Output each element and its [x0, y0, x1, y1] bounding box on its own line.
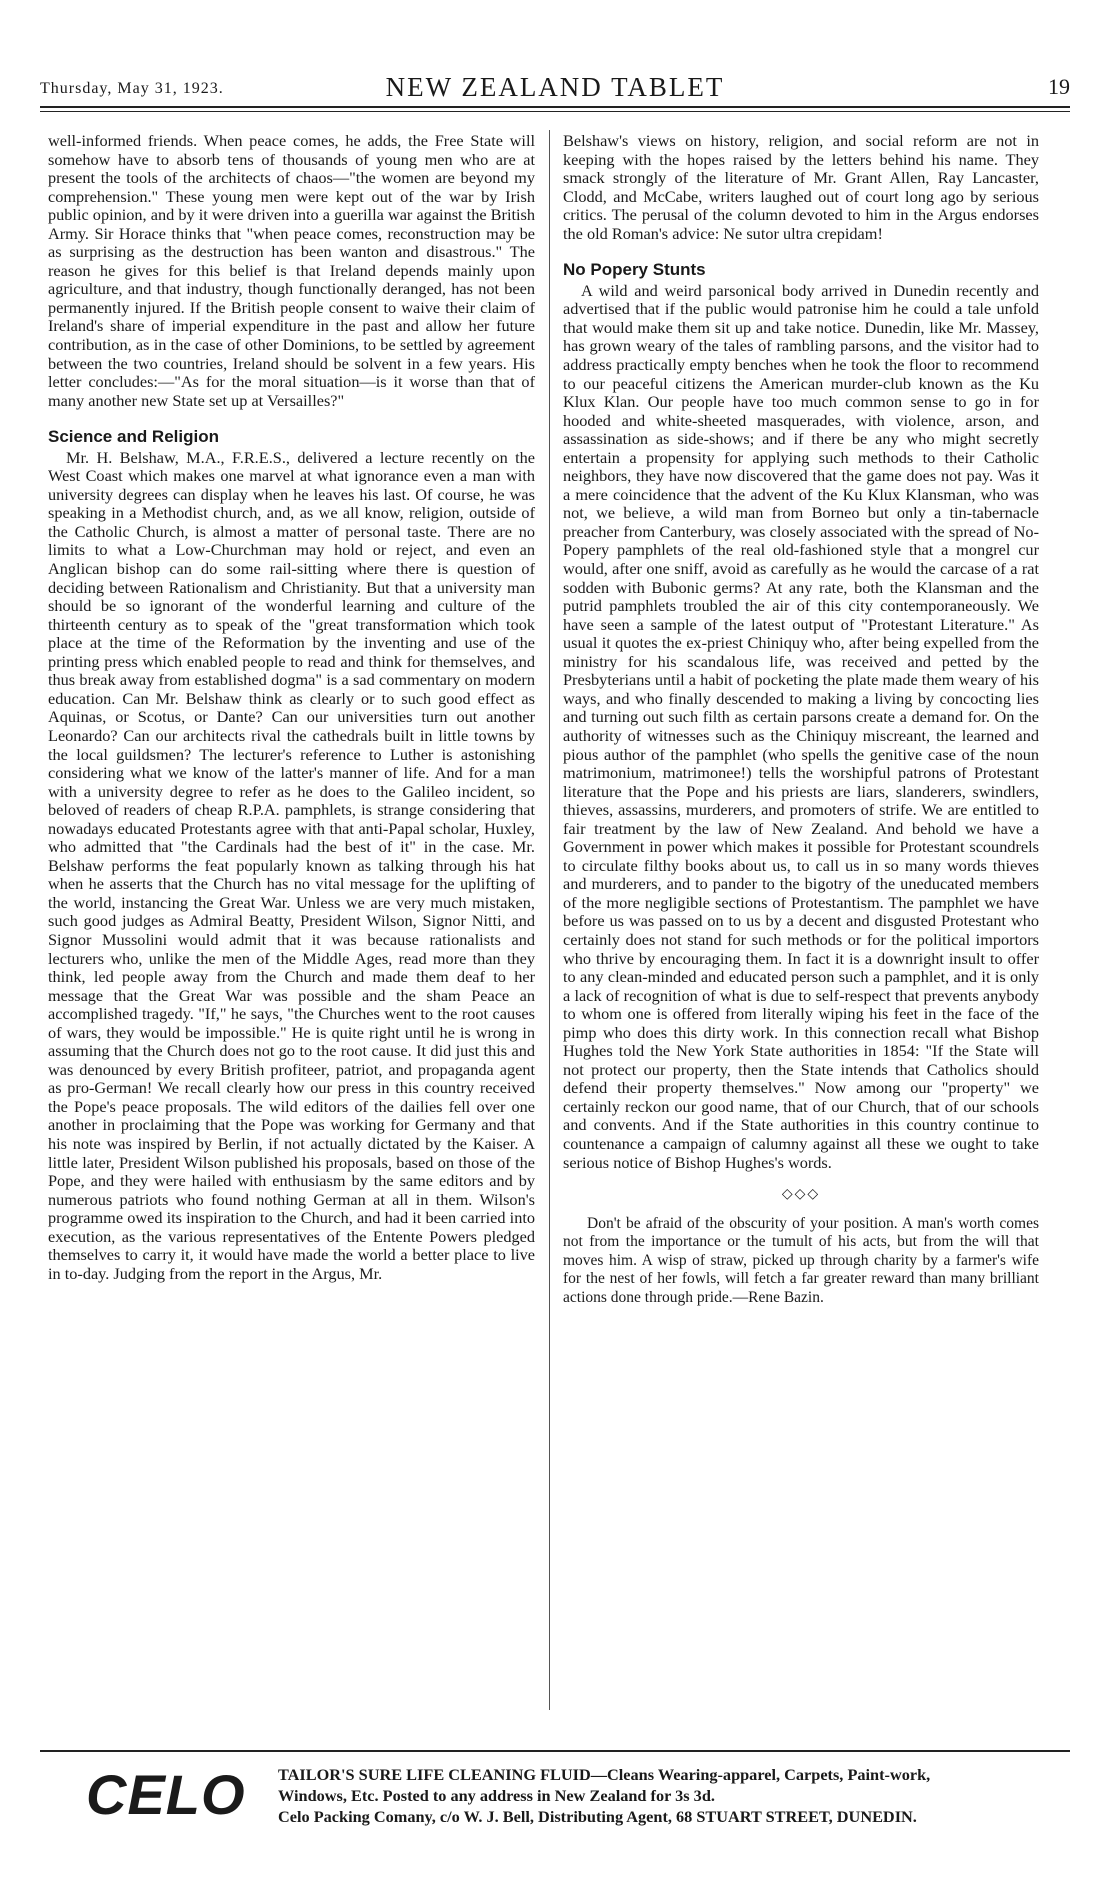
- article-continuation: Belshaw's views on history, religion, and social reform are not in keeping with the hopes raised by the letters behind his name. They smack strongly of the literature of Mr. Grant Allen, Ray Lancaster, Clodd, and McCabe, writers laughed out of court long ago by serious critics. The perusal of the column devoted to him in the Argus endorses the old Roman's advice: Ne sutor ultra crepidam!: [563, 131, 1039, 243]
- quote-text: Don't be afraid of the obscurity of your position. A man's worth comes not from the importance or the tumult of his acts, but from the will that moves him. A wisp of straw, picked up through charity by a farmer's wife for the nest of her fowls, will fetch a far greater reward than many brilliant actions done through pride.—Rene Bazin.: [563, 1214, 1039, 1306]
- ornament-divider: ◇◇◇: [781, 1187, 821, 1203]
- section-heading: No Popery Stunts: [563, 260, 706, 280]
- article-body: A wild and weird parsonical body arrived in Dunedin recently and advertised that if the public would patronise him he could a tale unfold that would make them sit up and take notice. Dunedin, like Mr. Massey, has grown weary of the tales of rambling parsons, and the visitor had to address practically empty benches when he took the floor to recommend to our peaceful citizens the American murder-club known as the Ku Klux Klan. Our people have too much common sense to go in for hooded and white-sheeted masquerades, with violence, arson, and assassination as side-shows; and if there be any who might secretly entertain a propensity for applying such methods to their Catholic neighbors, they have now discovered that the game does not pay. Was it a mere coincidence that the advent of the Ku Klux Klansman, who was not, we believe, a wild man from Borneo but only a tin-tabernacle preacher from Canterbury, was closely associated with the spread of No-Popery pamphlets of the real old-fashioned style that a mongrel cur would, after one sniff, avoid as carefully as he would the carcase of a rat sodden with Bubonic germs? At any rate, both the Klansman and the putrid pamphlets troubled the air of this city contemporaneously. We have seen a sample of the latest output of "Protestant Literature." As usual it quotes the ex-priest Chiniquy who, after being expelled from the ministry for his scandalous life, was received and petted by the Presbyterians until a habit of pocketing the plate made them weary of his ways, and who finally descended to making a living by concocting lies and turning out such filth as certain parsons create a demand for. On the authority of witnesses such as the Chiniquy miscreant, the learned and pious author of the pamphlet (who spells the genitive case of the noun matrimonium, matrimonee!) tells the worshipful patrons of Protestant literature that the Pope and his priests are liars, slanderers, swindlers, thieves, assassins, murderers, and promoters of strife. We are entitled to fair treatment by the law of New Zealand. And behold we have a Government in power which makes it possible for Protestant scoundrels to circulate filthy books about us, to call us in so many words thieves and murderers, and to pander to the bigotry of the uneducated members of the more negligible sections of Protestantism. The pamphlet we have before us was passed on to us by a decent and disgusted Protestant who certainly does not stand for such methods or for the political importors who thrive by encouraging them. In fact it is a downright insult to offer to any clean-minded and educated person such a pamphlet, and it is only a lack of recognition of what is due to self-respect that prevents anybody to whom one is offered from literally wiping his feet in the face of the pimp who does this dirty work. In this connection recall what Bishop Hughes told the New York State authorities in 1854: "If the State will not protect our property, then the State intends that Catholics should defend their property themselves." Now among our "property" we certainly reckon our good name, that of our Church, that of our schools and convents. And if the State authorities in this country continue to countenance a campaign of calumny against all these we ought to take serious notice of Bishop Hughes's words.: [563, 280, 1039, 1172]
- page-number: 19: [1048, 74, 1070, 99]
- advertisement: [50, 1758, 1070, 1858]
- celo-logo: CELO: [86, 1763, 246, 1826]
- column-divider: [549, 130, 550, 1710]
- quote-block: [563, 1215, 1039, 1308]
- header-rule-thin: [40, 111, 1070, 112]
- left-column: [48, 132, 535, 1283]
- advert-line: TAILOR'S SURE LIFE CLEANING FLUID—Cleans Wearing-apparel, Carpets, Paint-work,: [278, 1765, 931, 1784]
- right-column: [563, 132, 1039, 1308]
- issue-date: Thursday, May 31, 1923.: [40, 80, 224, 97]
- advert-rule: [40, 1750, 1070, 1752]
- advert-text: [278, 1764, 1078, 1827]
- advert-line: Celo Packing Comany, c/o W. J. Bell, Distributing Agent, 68 STUART STREET, DUNEDIN.: [278, 1807, 917, 1826]
- page-header: [40, 72, 1070, 108]
- article-continuation: well-informed friends. When peace comes, he adds, the Free State will somehow have to absorb tens of thousands of young men who are at present the tools of the architects of chaos—"the women are beyond my comprehension." These young men were kept out of the war by Irish public opinion, and by it were driven into a guerilla war against the British Army. Sir Horace thinks that "when peace comes, reconstruction may be as surprising as the destruction has been wanton and disastrous." The reason he gives for this belief is that Ireland depends mainly upon agriculture, and that industry, though functionally deranged, has not been permanently injured. If the British people consent to waive their claim of Ireland's share of imperial expenditure in the past and allow her future contribution, as in the case of other Dominions, to be settled by agreement between the two countries, Ireland should be solvent in a few years. His letter concludes:—"As for the moral situation—is it worse than that of many another new State set up at Versailles?": [48, 131, 535, 410]
- article-body: Mr. H. Belshaw, M.A., F.R.E.S., delivered a lecture recently on the West Coast which makes one marvel at what ignorance even a man with university degrees can display when he leaves his last. Of course, he was speaking in a Methodist church, and, as we all know, religion, outside of the Catholic Church, is almost a matter of personal taste. There are no limits to what a Low-Churchman may hold or reject, and even an Anglican bishop can do some rail-sitting where there is question of deciding between Rationalism and Christianity. But that a university man should be so ignorant of the wonderful learning and culture of the thirteenth century as to speak of the "great transformation which took place at the time of the Reformation by the inventing and use of the printing press which enabled people to read and think for themselves, and thus break away from established dogma" is a sad commentary on modern education. Can Mr. Belshaw think as clearly or to such good effect as Aquinas, or Scotus, or Dante? Can our universities turn out another Leonardo? Can our architects rival the cathedrals built in little towns by the local guildsmen? The lecturer's reference to Luther is astonishing considering what we know of the latter's manner of life. And for a man with a university degree to refer as he does to the Galileo incident, so beloved of readers of cheap R.P.A. pamphlets, is strange considering that nowadays educated Protestants agree with that anti-Papal scholar, Huxley, who admitted that "the Cardinals had the best of it" in the case. Mr. Belshaw performs the feat popularly known as talking through his hat when he asserts that the Church has no vital message for the uplifting of the world, instancing the Great War. Unless we are very much mistaken, such good judges as Admiral Beatty, President Wilson, Signor Nitti, and Signor Mussolini would admit that it was because rationalists and lecturers who, unlike the men of the Middle Ages, read more than they think, led people away from the Church and made them deaf to her message that the Great War was possible and the sham Peace an accomplished tragedy. "If," he says, "the Churches went to the root causes of wars, they would be impossible." He is quite right until he is wrong in assuming that the Church does not go to the root cause. It did just this and was denounced by every British profiteer, patriot, and propaganda agent as pro-German! We recall clearly how our press in this country received the Pope's peace proposals. The wild editors of the dailies fell over one another in proclaiming that the Pope was working for Germany and that his note was inspired by Berlin, if not actually dictated by the Kaiser. A little later, President Wilson published his proposals, based on those of the Pope, and they were hailed with enthusiasm by the same editors and by numerous patriots who found nothing German at all in them. Wilson's programme owed its inspiration to the Church, and had it been carried into execution, as the various representatives of the Entente Powers pledged themselves to carry it, it would have made the world a better place to live in to-day. Judging from the report in the Argus, Mr.: [48, 447, 535, 1283]
- masthead-title: NEW ZEALAND TABLET: [385, 72, 725, 102]
- section-heading: Science and Religion: [48, 427, 219, 447]
- header-rule: [40, 106, 1070, 108]
- advert-line: Windows, Etc. Posted to any address in New Zealand for 3s 3d.: [278, 1786, 715, 1805]
